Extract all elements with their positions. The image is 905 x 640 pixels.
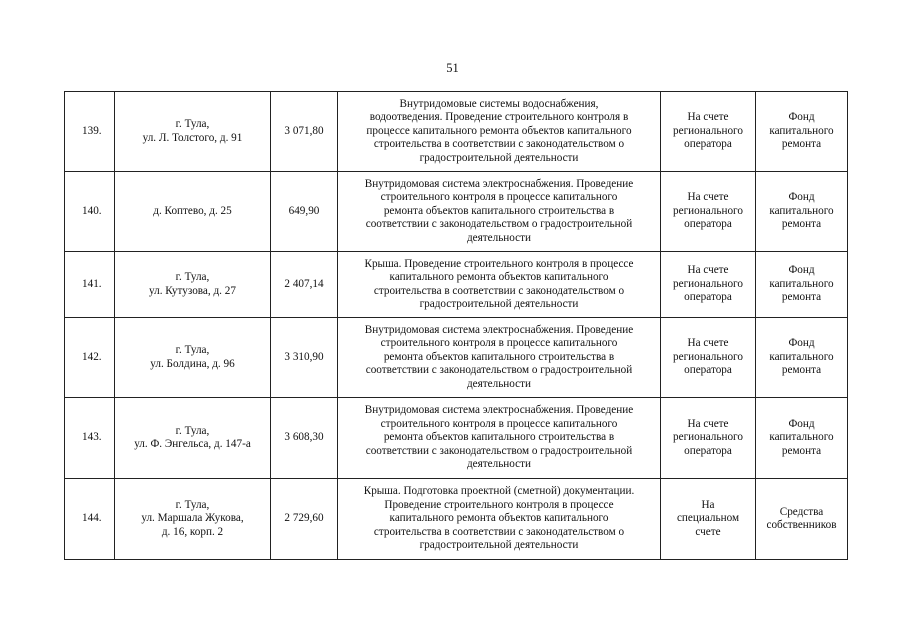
table-row (65, 92, 848, 172)
funding-source-cell (756, 398, 848, 479)
work-description-line: строительного контроля в процессе капитального (380, 417, 618, 430)
funding-source-line: Фонд (788, 111, 815, 124)
area-cell: 3 310,90 (271, 318, 338, 398)
row-number-cell: 142. (65, 318, 115, 398)
address-line: ул. Маршала Жукова, (141, 512, 244, 525)
address-cell (115, 252, 271, 318)
address-line: г. Тула, (175, 344, 210, 357)
work-description-line: ремонта объектов капитального строительства в (383, 350, 615, 363)
table-row (65, 252, 848, 318)
work-description-line: соответствии с законодательством о градостроительной (365, 218, 633, 231)
account-type-line: На счете (687, 337, 729, 350)
funding-source-line: ремонта (781, 364, 822, 377)
work-description-line: строительства в соответствии с законодательством о (373, 138, 625, 151)
work-description-cell (338, 479, 661, 560)
row-number-cell: 139. (65, 92, 115, 172)
area-cell: 3 608,30 (271, 398, 338, 479)
row-number-cell: 143. (65, 398, 115, 479)
work-description-line: Крыша. Проведение строительного контроля в процессе (364, 257, 634, 270)
address-line: д. Коптево, д. 25 (153, 204, 232, 217)
row-number-cell: 140. (65, 172, 115, 252)
work-description-line: градостроительной деятельности (419, 297, 579, 310)
account-type-line: регионального (673, 277, 743, 290)
area-cell: 2 407,14 (271, 252, 338, 318)
account-type-line: оператора (684, 364, 732, 377)
funding-source-cell (756, 479, 848, 560)
table-body (65, 92, 848, 560)
address-line: ул. Ф. Энгельса, д. 147-а (134, 438, 251, 450)
work-description-line: строительного контроля в процессе капитального (380, 191, 618, 204)
funding-source-cell (756, 252, 848, 318)
funding-source-line: Фонд (788, 191, 815, 204)
work-description-line: водоотведения. Проведение строительного контроля в (369, 111, 629, 124)
funding-source-line: ремонта (781, 444, 822, 457)
account-type-cell (661, 479, 756, 560)
page-number: 51 (446, 61, 459, 75)
funding-source-cell (756, 92, 848, 172)
work-description-cell (338, 172, 661, 252)
account-type-cell (661, 92, 756, 172)
address-line: д. 16, корп. 2 (161, 525, 224, 538)
table-row (65, 398, 848, 479)
table-row (65, 479, 848, 560)
work-description-line: ремонта объектов капитального строительства в (383, 204, 615, 217)
account-type-cell (661, 252, 756, 318)
account-type-line: оператора (684, 138, 732, 151)
funding-source-line: Фонд (788, 417, 815, 430)
work-description-cell (338, 252, 661, 318)
funding-source-line: ремонта (781, 138, 822, 151)
account-type-cell (661, 398, 756, 479)
funding-source-line: ремонта (781, 218, 822, 231)
capital-repair-table (64, 91, 848, 560)
table-row (65, 318, 848, 398)
funding-source-cell (756, 318, 848, 398)
address-line: ул. Кутузова, д. 27 (149, 284, 236, 297)
address-cell (115, 172, 271, 252)
account-type-line: оператора (684, 291, 732, 304)
address-line: ул. Л. Толстого, д. 91 (142, 131, 243, 144)
work-description-line: градостроительной деятельности (419, 539, 579, 552)
funding-source-line: капитального (769, 277, 834, 290)
work-description-line: соответствии с законодательством о градостроительной (365, 444, 633, 457)
account-type-line: На счете (687, 191, 729, 204)
work-description-line: Крыша. Подготовка проектной (сметной) документации. (363, 485, 635, 498)
row-number-cell: 144. (65, 479, 115, 560)
work-description-line: капитального ремонта объектов капитального (389, 512, 609, 525)
account-type-line: оператора (684, 444, 732, 457)
funding-source-line: ремонта (781, 291, 822, 304)
address-line: г. Тула, (175, 118, 210, 131)
address-cell (115, 398, 271, 479)
address-line: г. Тула, (175, 498, 210, 511)
funding-source-cell (756, 172, 848, 252)
account-type-cell (661, 318, 756, 398)
work-description-line: соответствии с законодательством о градостроительной (365, 364, 633, 377)
account-type-line: регионального (673, 204, 743, 217)
account-type-cell (661, 172, 756, 252)
address-cell (115, 318, 271, 398)
account-type-line: На (701, 498, 715, 511)
work-description-cell (338, 398, 661, 479)
work-description-line: Внутридомовые системы водоснабжения, (399, 97, 599, 110)
funding-source-line: Фонд (788, 337, 815, 350)
funding-source-line: Фонд (788, 264, 815, 277)
work-description-line: деятельности (466, 231, 532, 244)
work-description-line: строительства в соответствии с законодательством о (373, 525, 625, 538)
address-cell (115, 92, 271, 172)
funding-source-line: капитального (769, 431, 834, 444)
account-type-line: регионального (673, 431, 743, 444)
work-description-line: Внутридомовая система электроснабжения. Проведение (364, 177, 634, 190)
work-description-line: процессе капитального ремонта объектов капитального (366, 124, 632, 137)
account-type-line: оператора (684, 218, 732, 231)
funding-source-line: капитального (769, 350, 834, 363)
account-type-line: На счете (687, 417, 729, 430)
work-description-line: Проведение строительного контроля в процессе (384, 498, 614, 511)
address-cell (115, 479, 271, 560)
account-type-line: На счете (687, 111, 729, 124)
work-description-line: деятельности (466, 458, 532, 471)
work-description-line: строительного контроля в процессе капитального (380, 337, 618, 350)
funding-source-line: капитального (769, 124, 834, 137)
work-description-line: капитального ремонта объектов капитального (389, 271, 609, 284)
funding-source-line: Средства (779, 505, 824, 518)
address-line: ул. Болдина, д. 96 (150, 357, 235, 370)
area-cell: 3 071,80 (271, 92, 338, 172)
account-type-line: счете (695, 525, 721, 538)
table-row (65, 172, 848, 252)
account-type-line: регионального (673, 124, 743, 137)
row-number-cell: 141. (65, 252, 115, 318)
area-cell: 649,90 (271, 172, 338, 252)
funding-source-line: капитального (769, 204, 834, 217)
address-line: г. Тула, (175, 271, 210, 284)
work-description-line: деятельности (466, 377, 532, 390)
work-description-line: ремонта объектов капитального строительства в (383, 431, 615, 444)
work-description-line: Внутридомовая система электроснабжения. Проведение (364, 404, 634, 417)
account-type-line: На счете (687, 264, 729, 277)
work-description-line: строительства в соответствии с законодательством о (373, 284, 625, 297)
work-description-cell (338, 92, 661, 172)
work-description-line: градостроительной деятельности (419, 151, 579, 164)
account-type-line: регионального (673, 350, 743, 363)
work-description-cell (338, 318, 661, 398)
area-cell: 2 729,60 (271, 479, 338, 560)
account-type-line: специальном (676, 512, 740, 525)
funding-source-line: собственников (766, 519, 837, 531)
work-description-line: Внутридомовая система электроснабжения. Проведение (364, 323, 634, 336)
address-line: г. Тула, (175, 424, 210, 437)
